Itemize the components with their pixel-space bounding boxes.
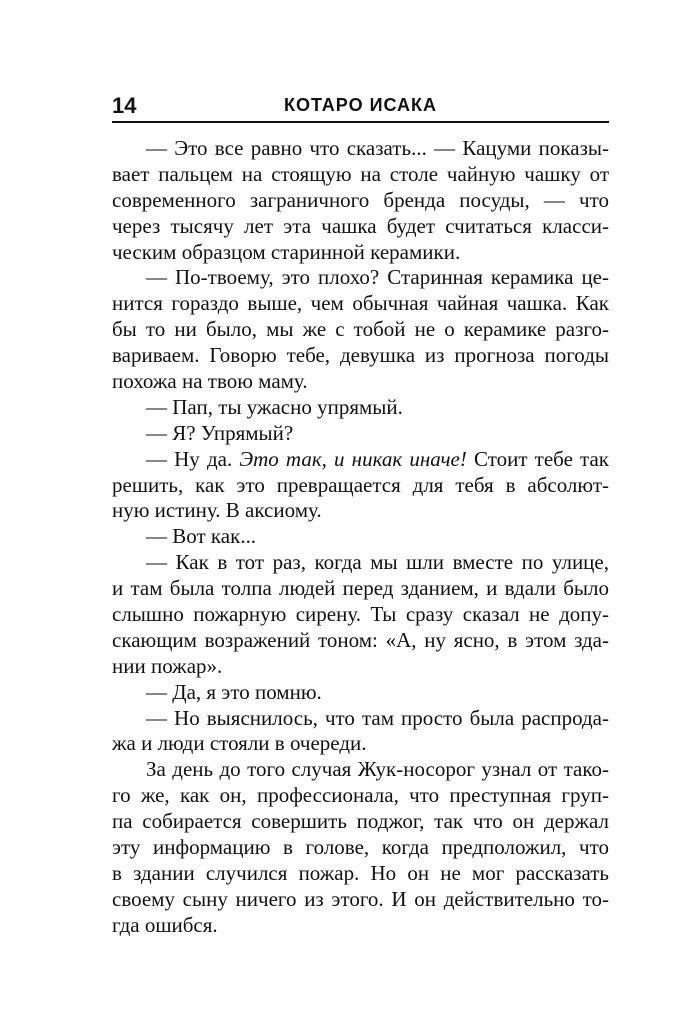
text-line: За день до того случая Жук-носорог узнал от тако- xyxy=(146,757,609,782)
text-line: — Это все равно что сказать... — Кацуми показы- xyxy=(146,136,609,160)
text-line: жа и люди стояли в очереди. xyxy=(112,731,367,756)
text-line: — Вот как... xyxy=(146,524,257,549)
italic-emphasis: Это так, и никак иначе! xyxy=(239,446,467,471)
text-line: своему сыну ничего из этого. И он действительно то- xyxy=(112,886,609,911)
text-line-with-italic xyxy=(112,447,609,473)
text-line: современного заграничного бренда посуды, — что xyxy=(112,187,609,212)
page-number: 14 xyxy=(112,93,137,118)
text-line: и там была толпа людей перед зданием, и вдали было xyxy=(112,576,609,601)
text-line: решить, как это превращается для тебя в абсолют- xyxy=(112,472,609,497)
text-line: — По-твоему, это плохо? Старинная керамика це- xyxy=(146,265,609,290)
text-line: бы то ни было, мы же с тобой не о керамике разго- xyxy=(112,317,609,342)
text-line: нии пожар». xyxy=(112,653,223,678)
text-line: скающим возражений тоном: «А, ну ясно, в этом зда- xyxy=(112,627,609,652)
text-line: — Пап, ты ужасно упрямый. xyxy=(146,394,403,419)
text-line: — Да, я это помню. xyxy=(146,679,322,704)
text-line: через тысячу лет эта чашка будет считаться класси- xyxy=(112,213,609,238)
running-head xyxy=(112,91,609,123)
text-line: — Но выяснилось, что там просто была распрода- xyxy=(146,705,609,730)
text-line: — Я? Упрямый? xyxy=(146,420,294,445)
text-run: Стоит тебе так xyxy=(466,446,609,471)
text-line: слышно пожарную сирену. Ты сразу сказал не допу- xyxy=(112,602,609,627)
text-line: в здании случился пожар. Но он не мог рассказать xyxy=(112,860,609,885)
text-line: ческим образцом старинной керамики. xyxy=(112,239,461,264)
text-line: ную истину. В аксиому. xyxy=(112,498,322,523)
text-line: нится гораздо выше, чем обычная чайная чашка. Как xyxy=(112,291,609,316)
text-line: па собирается совершить поджог, так что он держал xyxy=(112,809,609,834)
body-text xyxy=(112,136,609,939)
text-run: — Ну да. xyxy=(146,446,240,471)
book-author: КОТАРО ИСАКА xyxy=(283,95,438,115)
text-line: гда ошибся. xyxy=(112,912,218,937)
text-line: вает пальцем на стоящую на столе чайную чашку от xyxy=(112,161,609,186)
text-line: похожа на твою маму. xyxy=(112,369,308,394)
text-line: вариваем. Говорю тебе, девушка из прогноза погоды xyxy=(112,343,609,368)
text-line: — Как в тот раз, когда мы шли вместе по улице, xyxy=(146,550,609,575)
text-line: го же, как он, профессионала, что преступная груп- xyxy=(112,783,609,808)
text-line: эту информацию в голове, когда предположил, что xyxy=(112,835,609,860)
